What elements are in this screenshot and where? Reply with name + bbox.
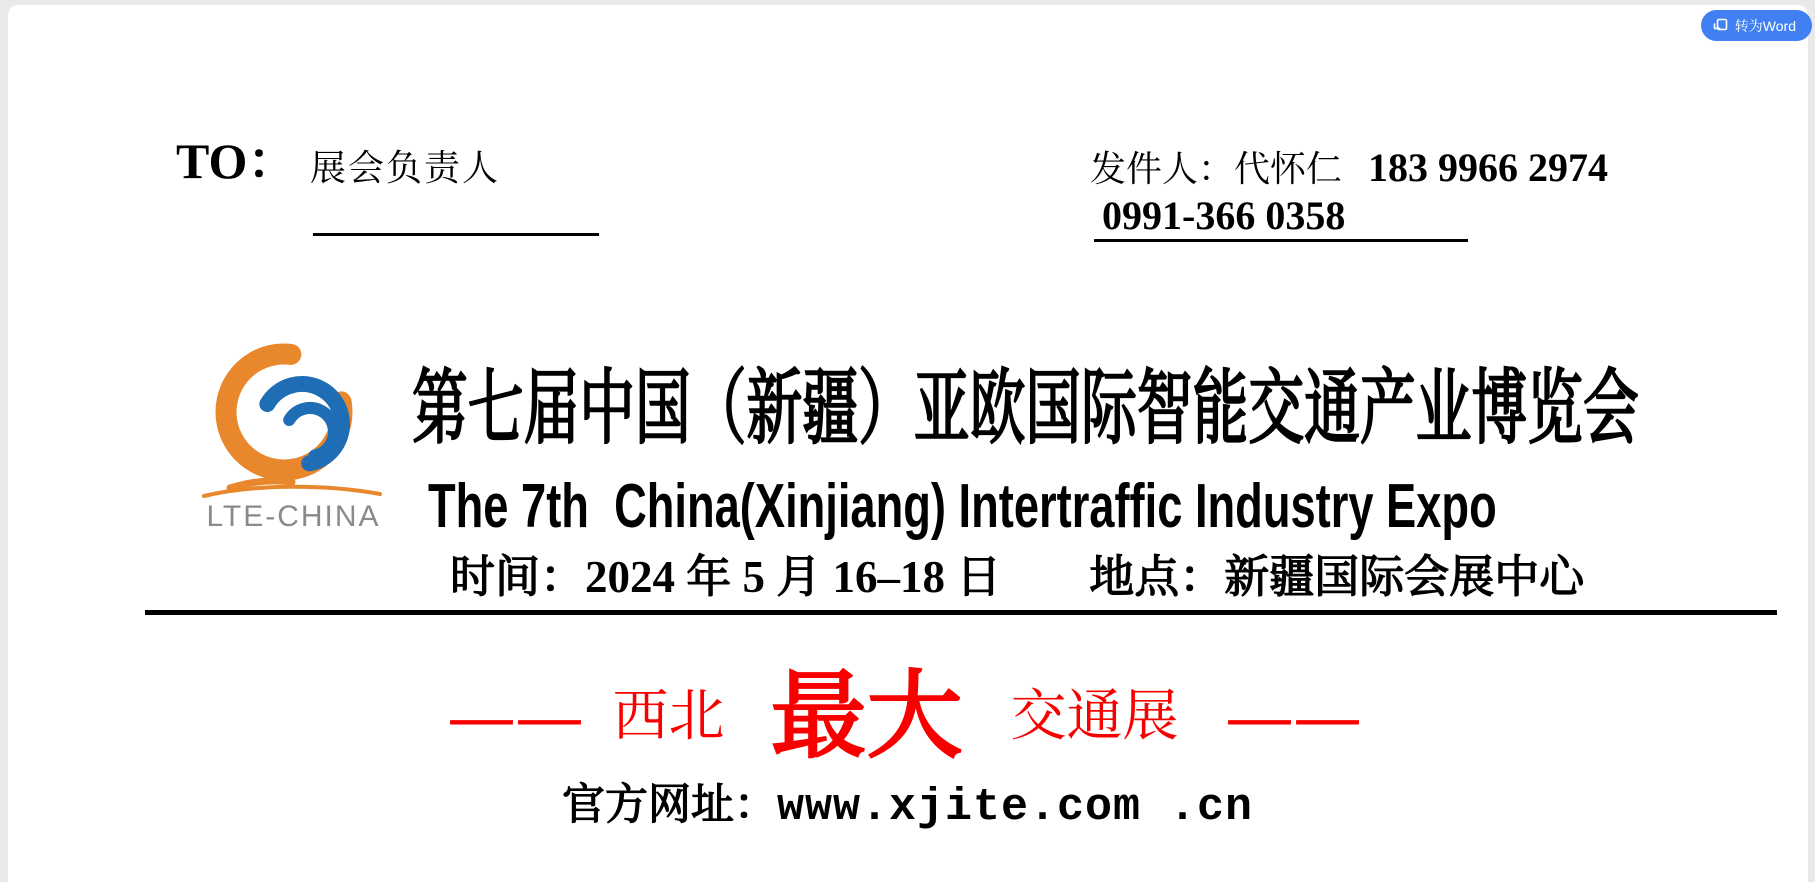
slogan-biggest: 最大 bbox=[770, 663, 963, 770]
slogan-region: 西北 bbox=[612, 686, 725, 748]
expo-logo-icon bbox=[200, 340, 385, 510]
sender-label: 发件人： bbox=[1090, 149, 1235, 189]
sender-name: 代怀仁 bbox=[1234, 149, 1343, 189]
convert-to-word-label: 转为Word bbox=[1734, 17, 1796, 34]
expo-title-english: The 7th China(Xinjiang) Intertraffic Industry Expo bbox=[428, 472, 1497, 541]
logo-wordmark: LTE-CHINA bbox=[206, 500, 381, 533]
website-url[interactable]: www.xjite.com .cn bbox=[776, 782, 1254, 833]
to-label: TO： bbox=[176, 133, 298, 189]
sender-underline bbox=[1094, 239, 1468, 242]
slogan-show: 交通展 bbox=[1010, 686, 1179, 748]
expo-venue: 地点：新疆国际会展中心 bbox=[1089, 552, 1585, 602]
slogan-dash-left: —— bbox=[450, 683, 587, 751]
website-label: 官方网址： bbox=[561, 781, 777, 829]
date-venue-line bbox=[450, 552, 1584, 604]
banner-divider bbox=[145, 610, 1777, 615]
convert-to-word-icon bbox=[1712, 18, 1728, 34]
slogan-dash-right: —— bbox=[1228, 683, 1365, 751]
sender-line bbox=[1090, 145, 1609, 190]
website-line bbox=[0, 781, 1815, 833]
expo-date: 时间：2024 年 5 月 16–18 日 bbox=[450, 552, 1002, 602]
sender-phone: 0991-366 0358 bbox=[1102, 193, 1346, 238]
convert-to-word-button[interactable] bbox=[1701, 10, 1812, 41]
expo-title-chinese: 第七届中国（新疆）亚欧国际智能交通产业博览会 bbox=[412, 363, 1639, 454]
slogan-line bbox=[0, 658, 1815, 776]
recipient-name: 展会负责人 bbox=[310, 148, 501, 188]
sender-mobile: 183 9966 2974 bbox=[1368, 145, 1609, 190]
recipient-underline bbox=[313, 233, 599, 236]
